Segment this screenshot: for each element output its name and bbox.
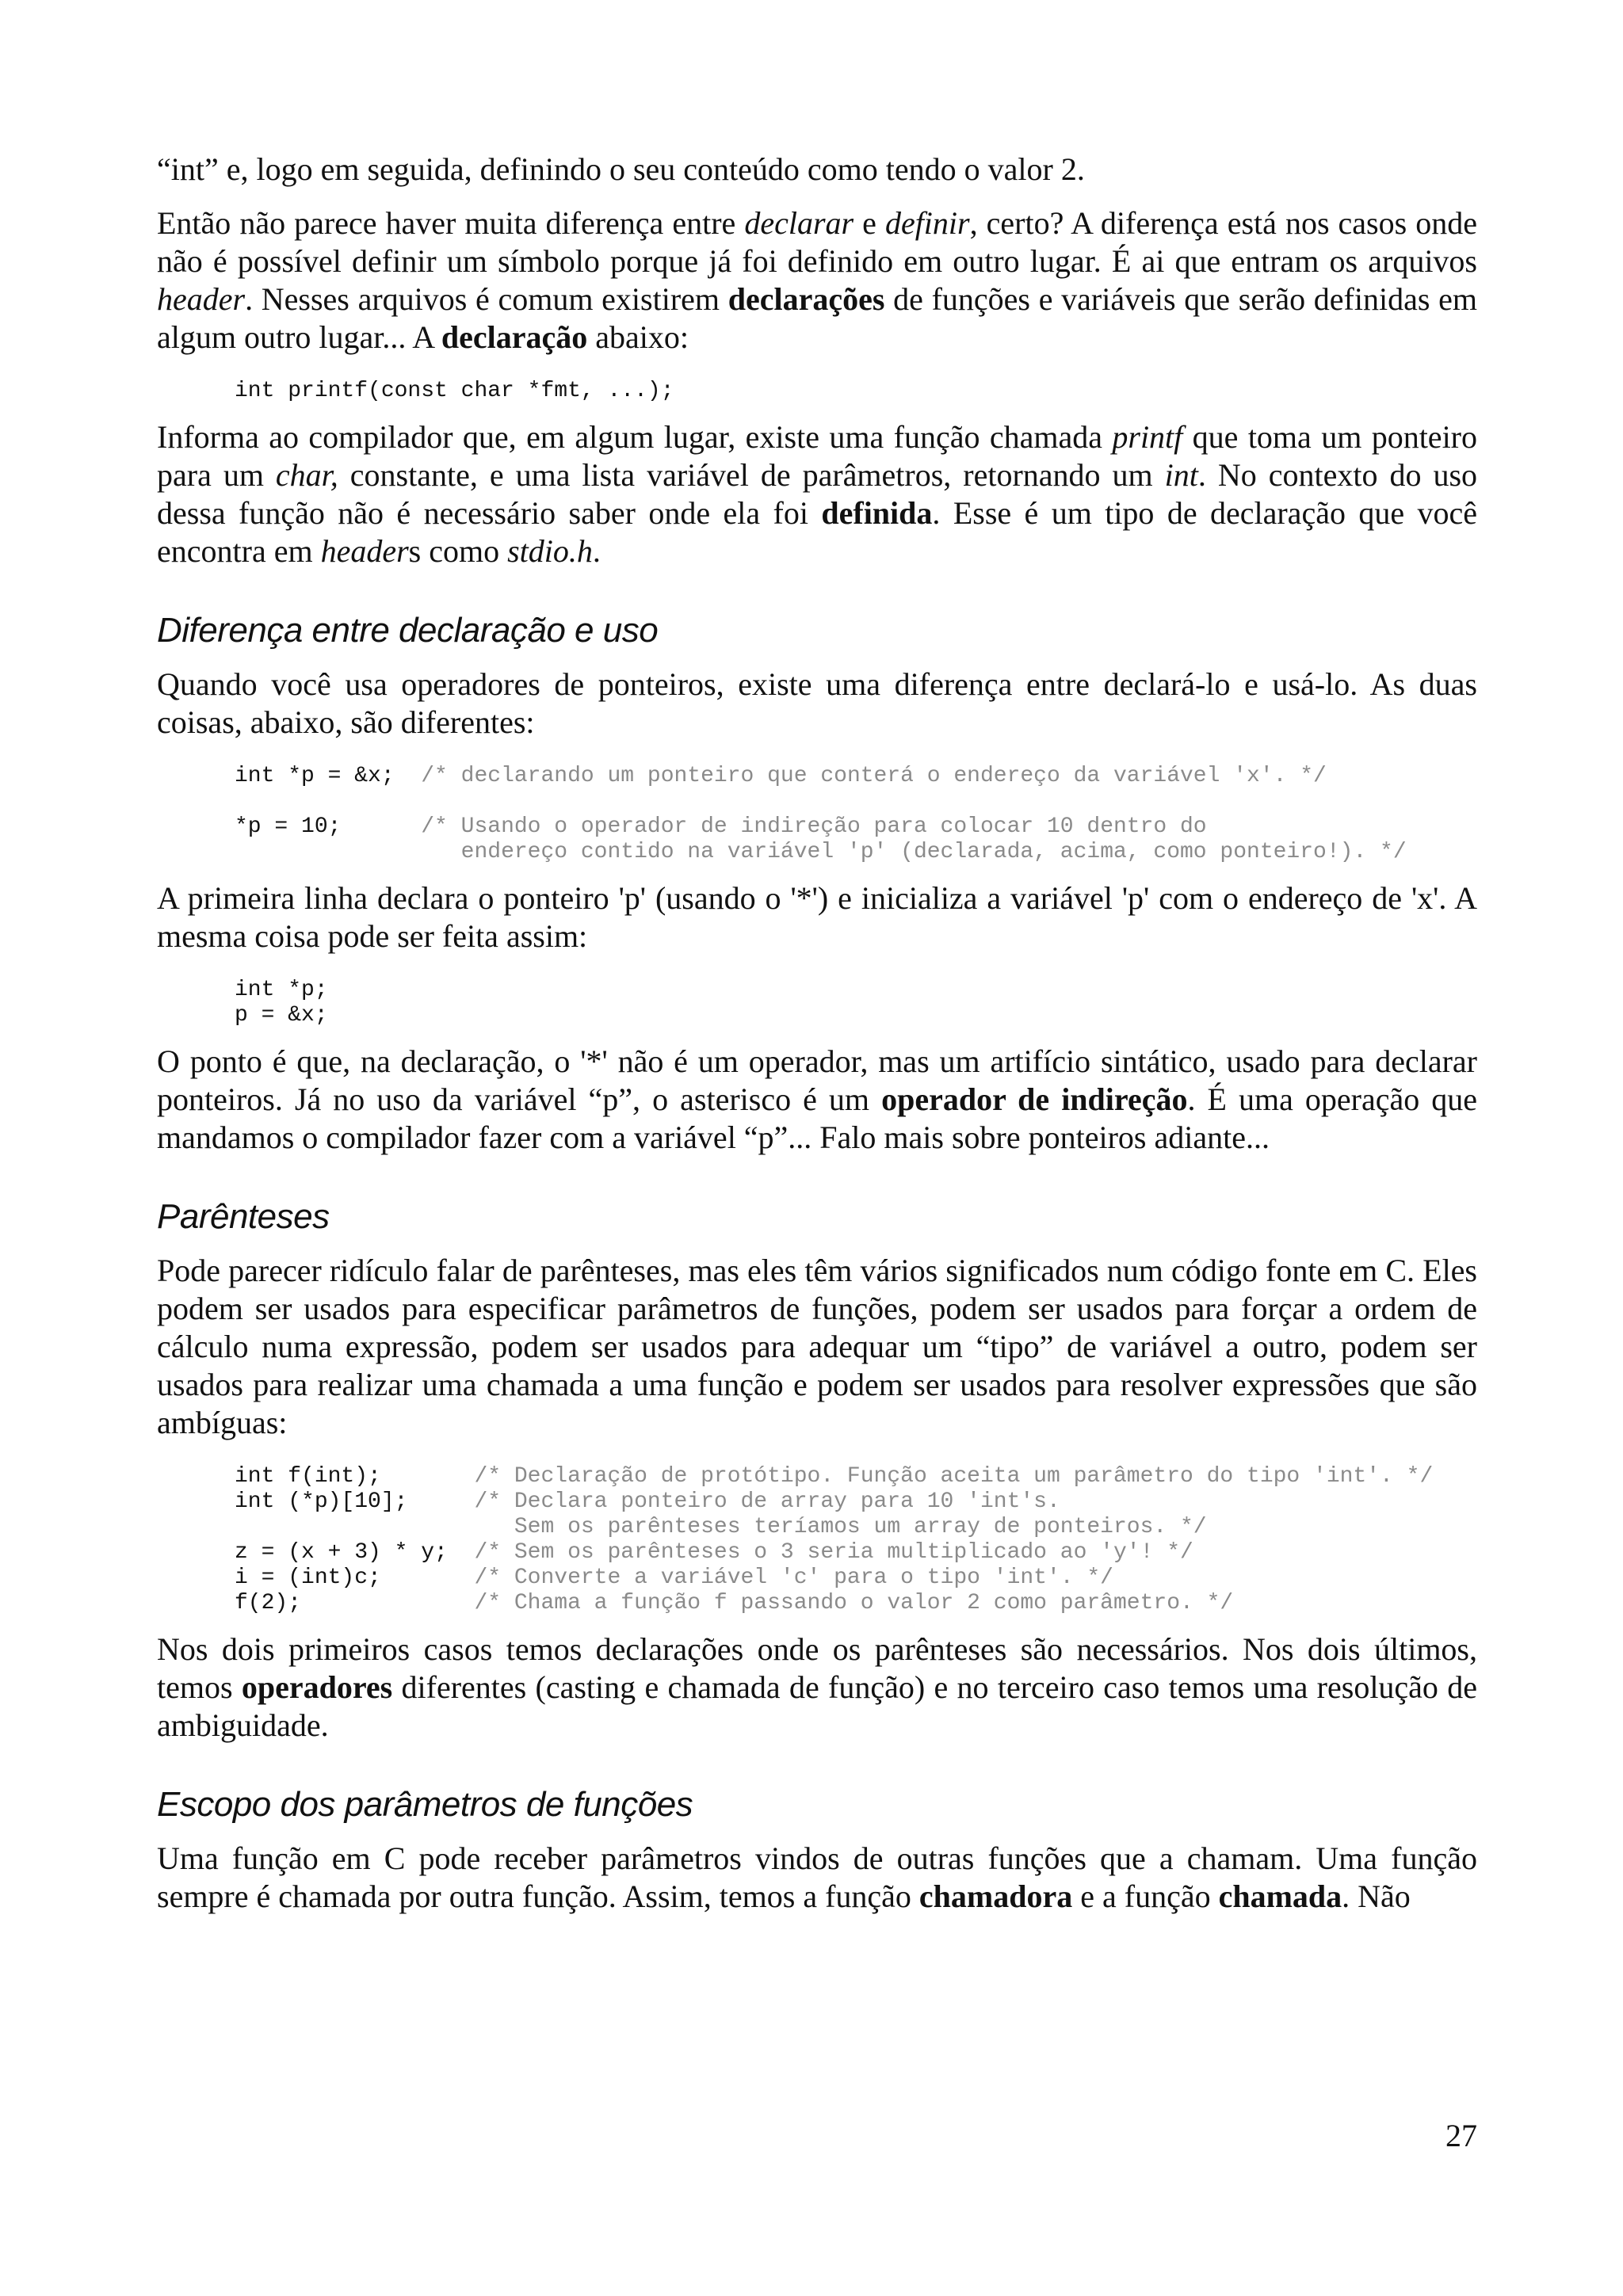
paragraph-1: “int” e, logo em seguida, definindo o seu conteúdo como tendo o valor 2. (157, 151, 1085, 187)
paragraph-3: Informa ao compilador que, em algum lugar, existe uma função chamada printf que toma um ponteiro para um char, constante, e uma lista variável de parâmetros, retornando um int. No contexto do uso dessa função não é necessário saber onde ela foi definida. Esse é um tipo de declaração que você encontra em headers como stdio.h. (157, 419, 1478, 569)
section-heading-parenteses: Parênteses (157, 1197, 330, 1236)
paragraph-2: Então não parece haver muita diferença entre declarar e definir, certo? A diferença está nos casos onde não é possível definir um símbolo porque já foi definido em outro lugar. É ai que entram os arquivos header. Nesses arquivos é comum existirem declarações de funções e variáveis que serão definidas em algum outro lugar... A declaração abaixo: (157, 205, 1477, 355)
page-body (157, 151, 1477, 1932)
section-heading-escopo: Escopo dos parâmetros de funções (157, 1785, 693, 1824)
paragraph-6: O ponto é que, na declaração, o '*' não é um operador, mas um artifício sintático, usado para declarar ponteiros. Já no uso da variável “p”, o asterisco é um operador de indireção. É uma operação que mandamos o compilador fazer com a variável “p”... Falo mais sobre ponteiros adiante... (157, 1043, 1478, 1155)
code-block-pointer-decl: int *p; p = &x; (235, 978, 328, 1028)
paragraph-7: Pode parecer ridículo falar de parênteses, mas eles têm vários significados num código fonte em C. Eles podem ser usados para especificar parâmetros de funções, podem ser usados para forçar a ordem de cálculo numa expressão, podem ser usados para adequar um “tipo” de variável a outro, podem ser usados para realizar uma chamada a uma função e podem ser usados para resolver expressões que são ambíguas: (157, 1253, 1477, 1440)
page-number: 27 (1445, 2118, 1477, 2153)
paragraph-4: Quando você usa operadores de ponteiros, existe uma diferença entre declará-lo e usá-lo. As duas coisas, abaixo, são diferentes: (157, 666, 1477, 740)
code-block-printf: int printf(const char *fmt, ...); (235, 379, 674, 403)
code-block-parentheses: int f(int); /* Declaração de protótipo. Função aceita um parâmetro do tipo 'int'. */ int (*p)[10]; /* Declara ponteiro de array para 10 'int's. Sem os parênteses teríamos um array de ponteiros. */ z = (x + 3) * y; /* Sem os parênteses o 3 seria multiplicado ao 'y'! */ i = (int)c; /* Converte a variável 'c' para o tipo 'int'. */ f(2); /* Chama a função f passando o valor 2 como parâmetro. */ (235, 1464, 1434, 1615)
paragraph-9: Uma função em C pode receber parâmetros vindos de outras funções que a chamam. Uma função sempre é chamada por outra função. Assim, temos a função chamadora e a função chamada. Não (157, 1840, 1477, 1914)
section-heading-declaracao-uso: Diferença entre declaração e uso (157, 611, 659, 650)
paragraph-8: Nos dois primeiros casos temos declarações onde os parênteses são necessários. Nos dois últimos, temos operadores diferentes (casting e chamada de função) e no terceiro caso temos uma resolução de ambiguidade. (157, 1631, 1477, 1743)
paragraph-5: A primeira linha declara o ponteiro 'p' (usando o '*') e inicializa a variável 'p' com o endereço de 'x'. A mesma coisa pode ser feita assim: (157, 880, 1477, 954)
code-block-pointer-usage: int *p = &x; /* declarando um ponteiro que conterá o endereço da variável 'x'. */ *p = 10; /* Usando o operador de indireção para colocar 10 dentro do endereço contido na variável 'p' (declarada, acima, como ponteiro!). */ (235, 764, 1407, 864)
